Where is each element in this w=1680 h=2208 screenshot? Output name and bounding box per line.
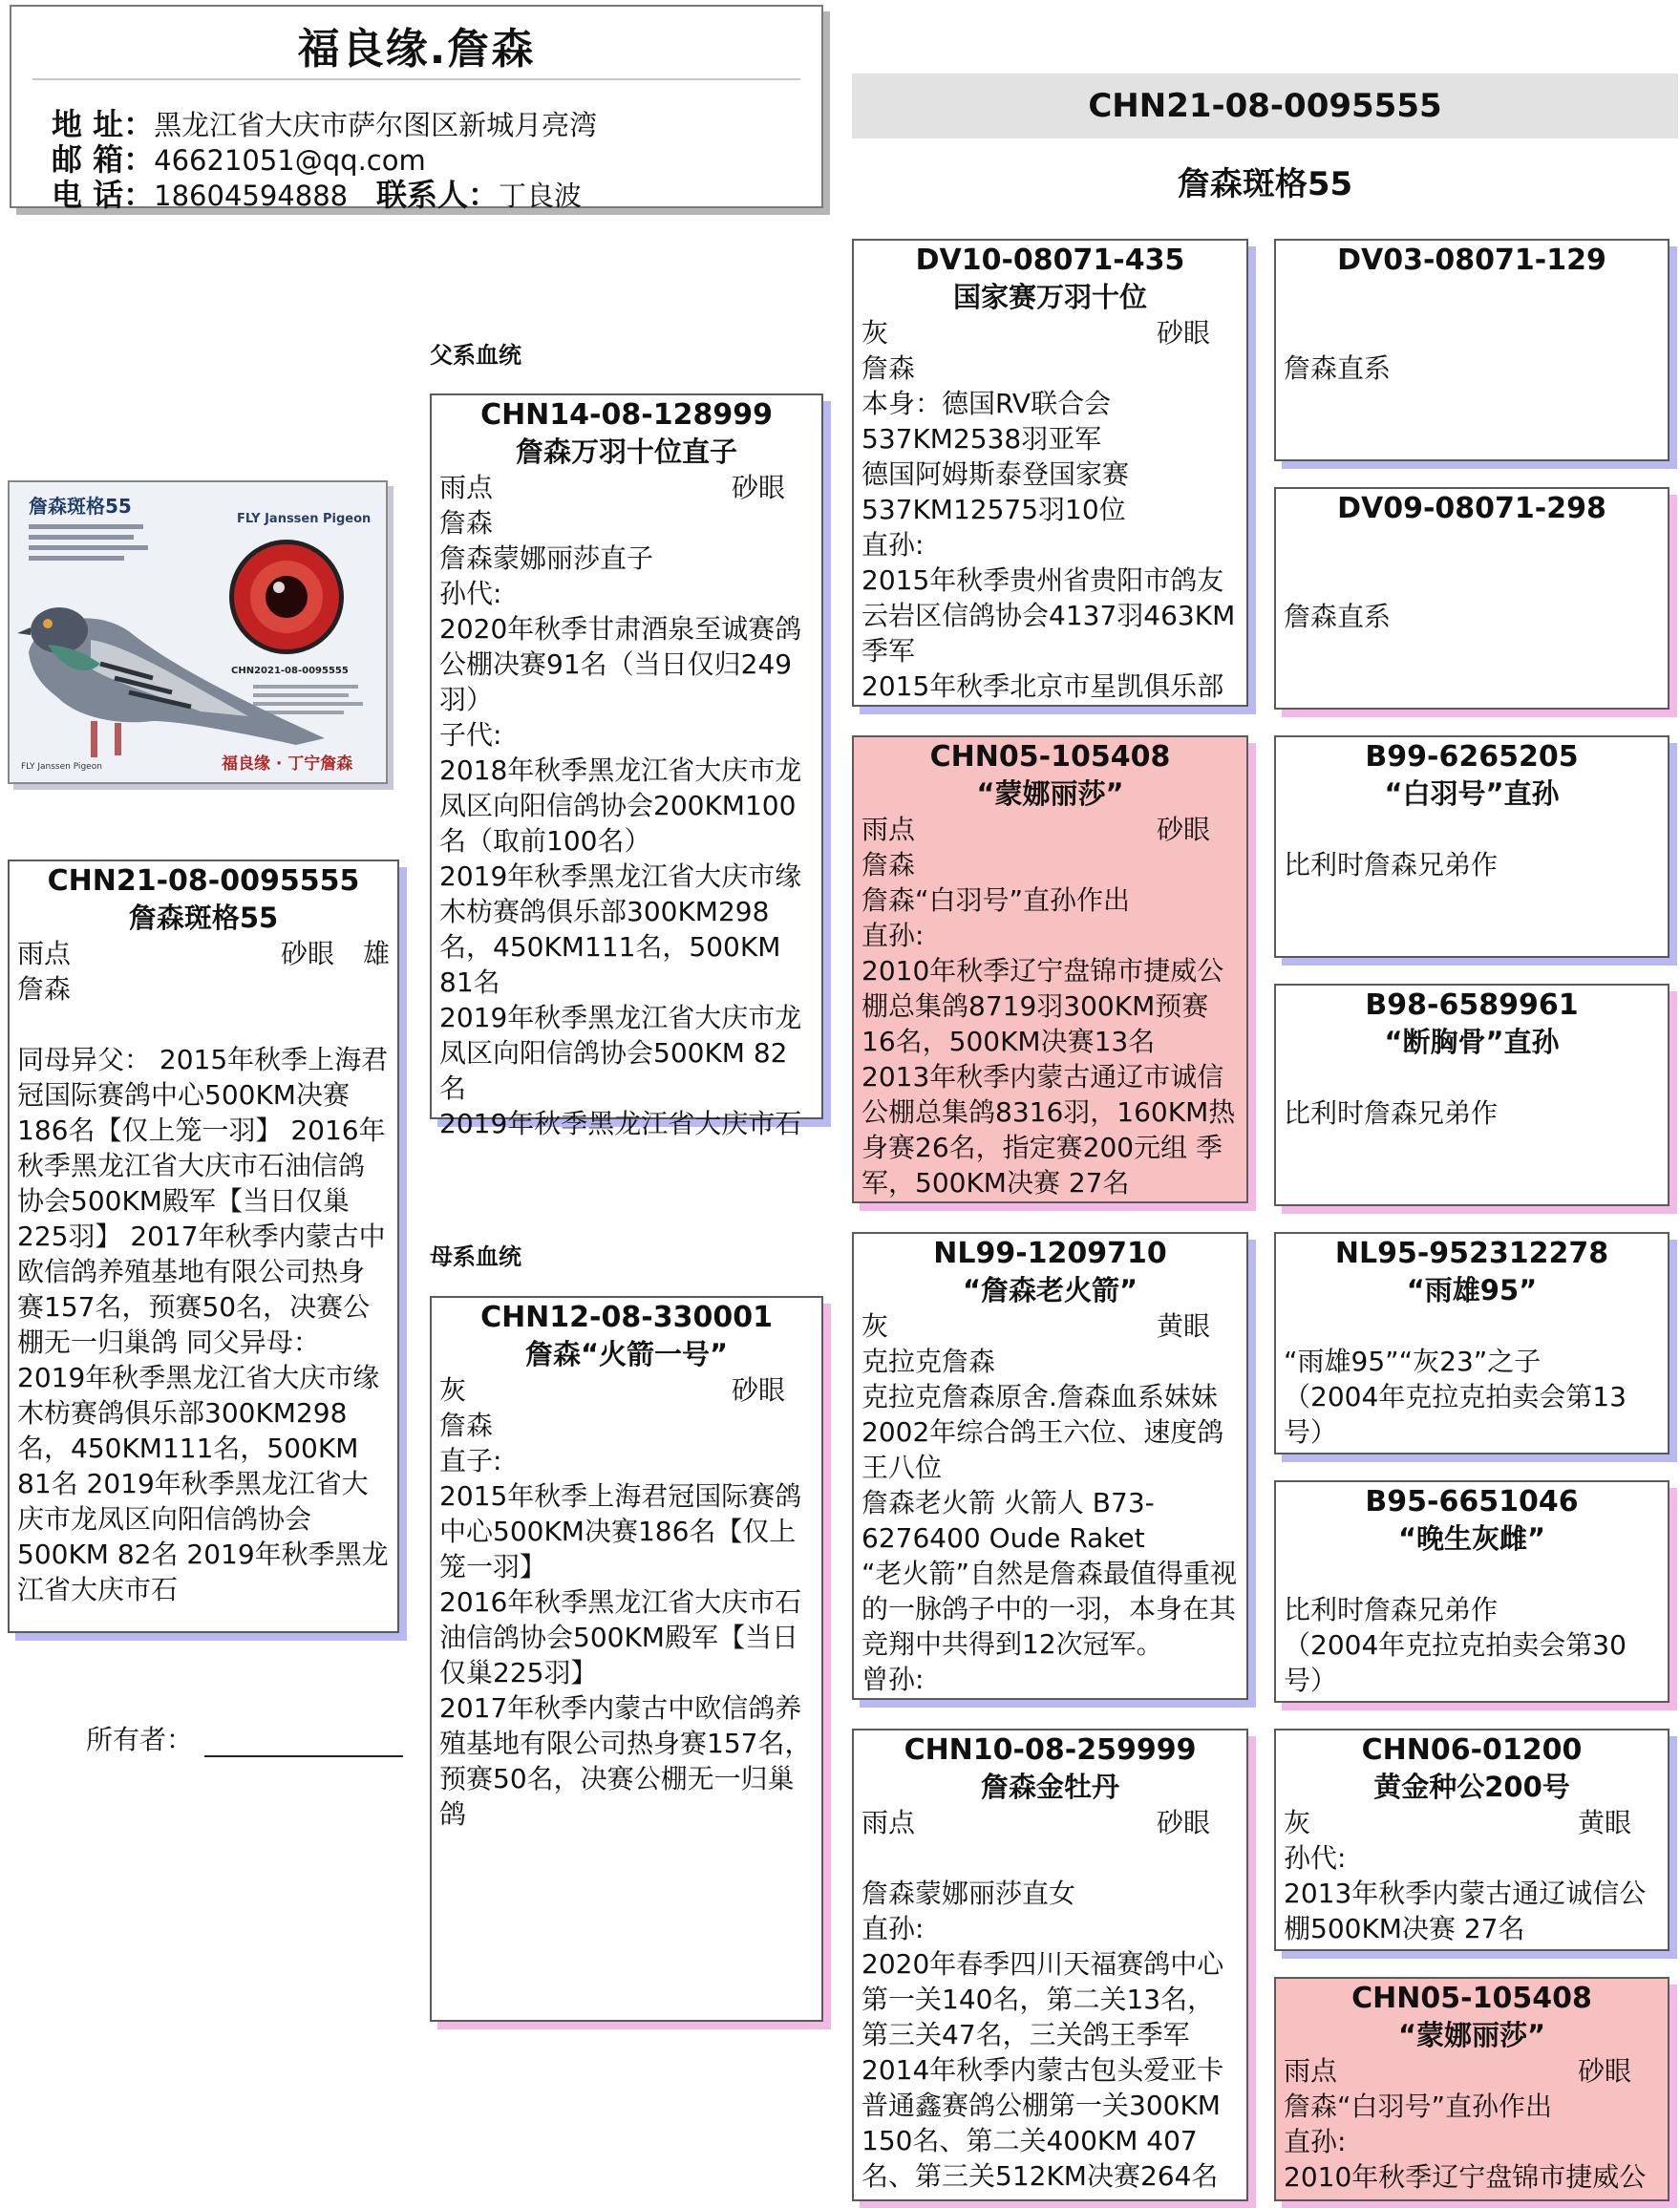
dam-sire-color-eye-row — [861, 1308, 1239, 1344]
sire-description: 詹森蒙娜丽莎直子 孙代: 2020年秋季甘肃酒泉至诚赛鸽公棚决赛91名（当日仅归249羽） 子代: 2018年秋季黑龙江省大庆市龙凤区向阳信鸽协会200KM100名（取前100名） 2019年秋季黑龙江省大庆市缘木枋赛鸽俱乐部300KM298名，450KM111名，500KM 81名 2019年秋季黑龙江省大庆市龙凤区向阳信鸽协会500KM 82名 2019年秋季黑龙江省大庆市石 — [439, 542, 802, 1139]
dsd-name: “晚生灰雌” — [1397, 1522, 1546, 1555]
sire-dam-strain: 詹森 — [861, 849, 916, 881]
sire-dam-eye: 砂眼 — [1156, 814, 1210, 845]
ddd-card[interactable] — [1274, 1977, 1669, 2201]
subject-card[interactable] — [8, 860, 399, 1633]
dam-sire-name: “詹森老火箭” — [962, 1274, 1138, 1306]
photo-title: 詹森斑格55 — [29, 495, 132, 518]
owner-signature-line[interactable] — [204, 1730, 403, 1757]
dam-dam-name: 詹森金牡丹 — [980, 1771, 1119, 1803]
photo-ring: CHN2021-08-0095555 — [231, 666, 349, 676]
dds-eye: 黄眼 — [1577, 1807, 1631, 1838]
subject-description: 同母异父： 2015年秋季上海君冠国际赛鸽中心500KM决赛186名【仅上笼一羽】 2016年秋季黑龙江省大庆市石油信鸽协会500KM殿军【当日仅巢225羽】 2017年秋季内蒙古中欧信鸽养殖基地有限公司热身赛157名，预赛50名，决赛公棚无一归巢鸽 同父异母： 2019年秋季黑龙江省大庆市缘木枋赛鸽俱乐部300KM298名，450KM111名，500KM 81名 2019年秋季黑龙江省大庆市龙凤区向阳信鸽协会500KM 82名 2019年秋季黑龙江省大庆市石 — [17, 1044, 389, 1605]
dss-name: “雨雄95” — [1406, 1274, 1538, 1306]
subject-sex: 雄 — [362, 938, 390, 969]
dam-eye: 砂眼 — [731, 1374, 785, 1406]
sds-description: 比利时詹森兄弟作 — [1284, 849, 1499, 881]
subject-color: 雨点 — [17, 938, 72, 969]
sire-name: 詹森万羽十位直子 — [515, 435, 737, 468]
dds-description: 孙代: 2013年秋季内蒙古通辽诚信公棚500KM决赛 27名 — [1284, 1842, 1647, 1944]
sire-eye: 砂眼 — [731, 472, 785, 503]
ssd-card[interactable] — [1274, 487, 1669, 710]
owner-row — [86, 1719, 403, 1757]
dam-ring: CHN12-08-330001 — [480, 1301, 773, 1334]
sire-sire-name: 国家赛万羽十位 — [952, 281, 1147, 313]
main-bird-name: 詹森斑格55 — [1177, 165, 1353, 203]
subject-ring: CHN21-08-0095555 — [47, 864, 360, 898]
sire-dam-name: “蒙娜丽莎” — [976, 777, 1124, 810]
main-ring-number: CHN21-08-0095555 — [852, 74, 1678, 138]
sire-line-label: 父系血统 — [430, 342, 521, 369]
dam-sire-eye: 黄眼 — [1156, 1310, 1210, 1342]
dss-ring: NL95-952312278 — [1334, 1237, 1609, 1270]
breeder-title: 福良缘.詹森 — [297, 25, 536, 74]
sire-color: 雨点 — [439, 472, 494, 503]
dds-color-eye-row — [1284, 1805, 1660, 1840]
contact-label: 联系人： — [376, 177, 500, 213]
sire-sire-description: 本身：德国RV联合会537KM2538羽亚军 德国阿姆斯泰登国家赛537KM12575羽10位 直孙: 2015年秋季贵州省贵阳市鸽友云岩区信鸽协会4137羽463KM季军 2015年秋季北京市星凯俱乐部 — [861, 388, 1236, 702]
email-label: 邮 箱： — [52, 141, 155, 178]
header-divider — [32, 78, 800, 80]
dds-card[interactable] — [1274, 1729, 1669, 1951]
dam-dam-color-eye-row — [861, 1805, 1239, 1840]
subject-color-eye-row — [17, 936, 390, 971]
dam-dam-eye: 砂眼 — [1156, 1807, 1210, 1838]
sds-name: “白羽号”直孙 — [1384, 777, 1560, 810]
subject-strain: 詹森 — [17, 973, 72, 1005]
dss-card[interactable] — [1274, 1232, 1669, 1454]
sire-sire-eye: 砂眼 — [1156, 317, 1210, 349]
dam-dam-color: 雨点 — [861, 1807, 916, 1838]
sdd-card[interactable] — [1274, 984, 1669, 1206]
dsd-ring: B95-6651046 — [1365, 1485, 1579, 1518]
sire-sire-card[interactable] — [852, 239, 1248, 707]
ssd-description: 詹森直系 — [1284, 601, 1392, 632]
sire-card[interactable] — [430, 393, 823, 1139]
sire-ring: CHN14-08-128999 — [480, 398, 773, 432]
address-label: 地 址： — [52, 106, 155, 142]
sdd-description: 比利时詹森兄弟作 — [1284, 1097, 1499, 1129]
dam-dam-ring: CHN10-08-259999 — [904, 1733, 1197, 1767]
phone-row — [52, 171, 348, 215]
photo-logo: 福良缘 · 丁宁詹森 — [222, 754, 353, 774]
ddd-ring: CHN05-105408 — [1351, 1982, 1592, 2015]
sire-dam-ring: CHN05-105408 — [929, 740, 1171, 774]
ssd-name — [1276, 527, 1668, 563]
sire-color-eye-row — [439, 470, 814, 505]
sss-name — [1276, 279, 1668, 315]
dam-sire-color: 灰 — [861, 1310, 889, 1342]
contact-value: 丁良波 — [499, 180, 583, 212]
sire-sire-ring: DV10-08071-435 — [915, 244, 1185, 277]
dsd-card[interactable] — [1274, 1480, 1669, 1703]
phone-label: 电 话： — [52, 177, 155, 213]
sire-strain: 詹森 — [439, 507, 494, 539]
sire-dam-color-eye-row — [861, 812, 1239, 847]
dam-line-label: 母系血统 — [430, 1243, 521, 1270]
dam-sire-description: 克拉克詹森原舍.詹森血系妹妹2002年综合鸽王六位、速度鸽王八位 詹森老火箭 火箭人 B73-6276400 Oude Raket “老火箭”自然是詹森最值得重视的一脉鸽子中的一羽，本身在其竞翔中共得到12次冠军。 曾孙: — [861, 1381, 1238, 1695]
sds-ring: B99-6265205 — [1365, 740, 1579, 774]
sire-dam-card[interactable] — [852, 735, 1248, 1203]
sire-dam-description: 詹森“白羽号”直孙作出 直孙: 2010年秋季辽宁盘锦市捷威公棚总集鸽8719羽300KM预赛16名，500KM决赛13名 2013年秋季内蒙古通辽市诚信公棚总集鸽8316羽，160KM热身赛26名，指定赛200元组 季军，500KM决赛 27名 — [861, 884, 1236, 1199]
ddd-eye: 砂眼 — [1577, 2055, 1631, 2087]
sss-ring: DV03-08071-129 — [1337, 244, 1606, 277]
address-value: 黑龙江省大庆市萨尔图区新城月亮湾 — [154, 109, 598, 141]
dam-dam-strain — [861, 1840, 1239, 1876]
dam-color-eye-row — [439, 1372, 814, 1408]
sire-dam-color: 雨点 — [861, 814, 916, 845]
dds-name: 黄金种公200号 — [1373, 1771, 1570, 1803]
dam-sire-strain: 克拉克詹森 — [861, 1346, 996, 1377]
dam-dam-description: 詹森蒙娜丽莎直女 直孙: 2020年春季四川天福赛鸽中心第一关140名，第二关13名，第三关47名，三关鸽王季军 2014年秋季内蒙古包头爱亚卡普通鑫赛鸽公棚第一关300KM 150名、第二关400KM 407名、第三关512KM决赛264名 — [861, 1878, 1224, 2192]
sss-description: 詹森直系 — [1284, 352, 1392, 384]
dds-color: 灰 — [1284, 1807, 1311, 1838]
contact-row — [376, 171, 582, 215]
sds-card[interactable] — [1274, 735, 1669, 958]
phone-value[interactable]: 18604594888 — [154, 180, 349, 212]
dam-color: 灰 — [439, 1374, 467, 1406]
dam-card[interactable] — [430, 1296, 823, 2022]
ssd-ring: DV09-08071-298 — [1337, 492, 1606, 525]
ddd-name: “蒙娜丽莎” — [1397, 2019, 1546, 2051]
pigeon-photo-art — [10, 482, 386, 782]
dam-strain: 詹森 — [439, 1410, 494, 1441]
dsd-description: 比利时詹森兄弟作 （2004年克拉克拍卖会第30号） — [1284, 1594, 1627, 1696]
pigeon-photo — [8, 480, 388, 784]
email-value[interactable]: 46621051@qq.com — [154, 144, 426, 177]
photo-footer: FLY Janssen Pigeon — [21, 762, 102, 772]
dam-sire-card[interactable] — [852, 1232, 1248, 1700]
sdd-ring: B98-6589961 — [1365, 988, 1579, 1022]
dam-sire-ring: NL99-1209710 — [933, 1237, 1167, 1270]
dam-name: 詹森“火箭一号” — [524, 1338, 729, 1370]
dam-dam-card[interactable] — [852, 1729, 1248, 2201]
dds-ring: CHN06-01200 — [1361, 1733, 1583, 1767]
subject-eye: 砂眼 — [280, 938, 334, 969]
sss-card[interactable] — [1274, 239, 1669, 461]
ddd-color: 雨点 — [1284, 2055, 1338, 2087]
sire-sire-strain: 詹森 — [861, 352, 916, 384]
owner-label: 所有者： — [86, 1724, 194, 1755]
subject-name: 詹森斑格55 — [128, 902, 279, 934]
sdd-name: “断胸骨”直孙 — [1384, 1026, 1560, 1058]
sire-sire-color: 灰 — [861, 317, 889, 349]
ddd-color-eye-row — [1284, 2053, 1660, 2089]
ddd-description: 詹森“白羽号”直孙作出 直孙: 2010年秋季辽宁盘锦市捷威公 — [1284, 2091, 1647, 2193]
dss-description: “雨雄95”“灰23”之子 （2004年克拉克拍卖会第13号） — [1284, 1346, 1627, 1448]
sire-sire-color-eye-row — [861, 315, 1239, 350]
dam-description: 直子: 2015年秋季上海君冠国际赛鸽中心500KM决赛186名【仅上笼一羽】 2016年秋季黑龙江省大庆市石油信鸽协会500KM殿军【当日仅巢225羽】 2017年秋季内蒙古中欧信鸽养殖基地有限公司热身赛157名，预赛50名，决赛公棚无一归巢鸽 — [439, 1445, 812, 1830]
photo-brand: FLY Janssen Pigeon — [237, 512, 372, 526]
breeder-header — [10, 5, 823, 213]
